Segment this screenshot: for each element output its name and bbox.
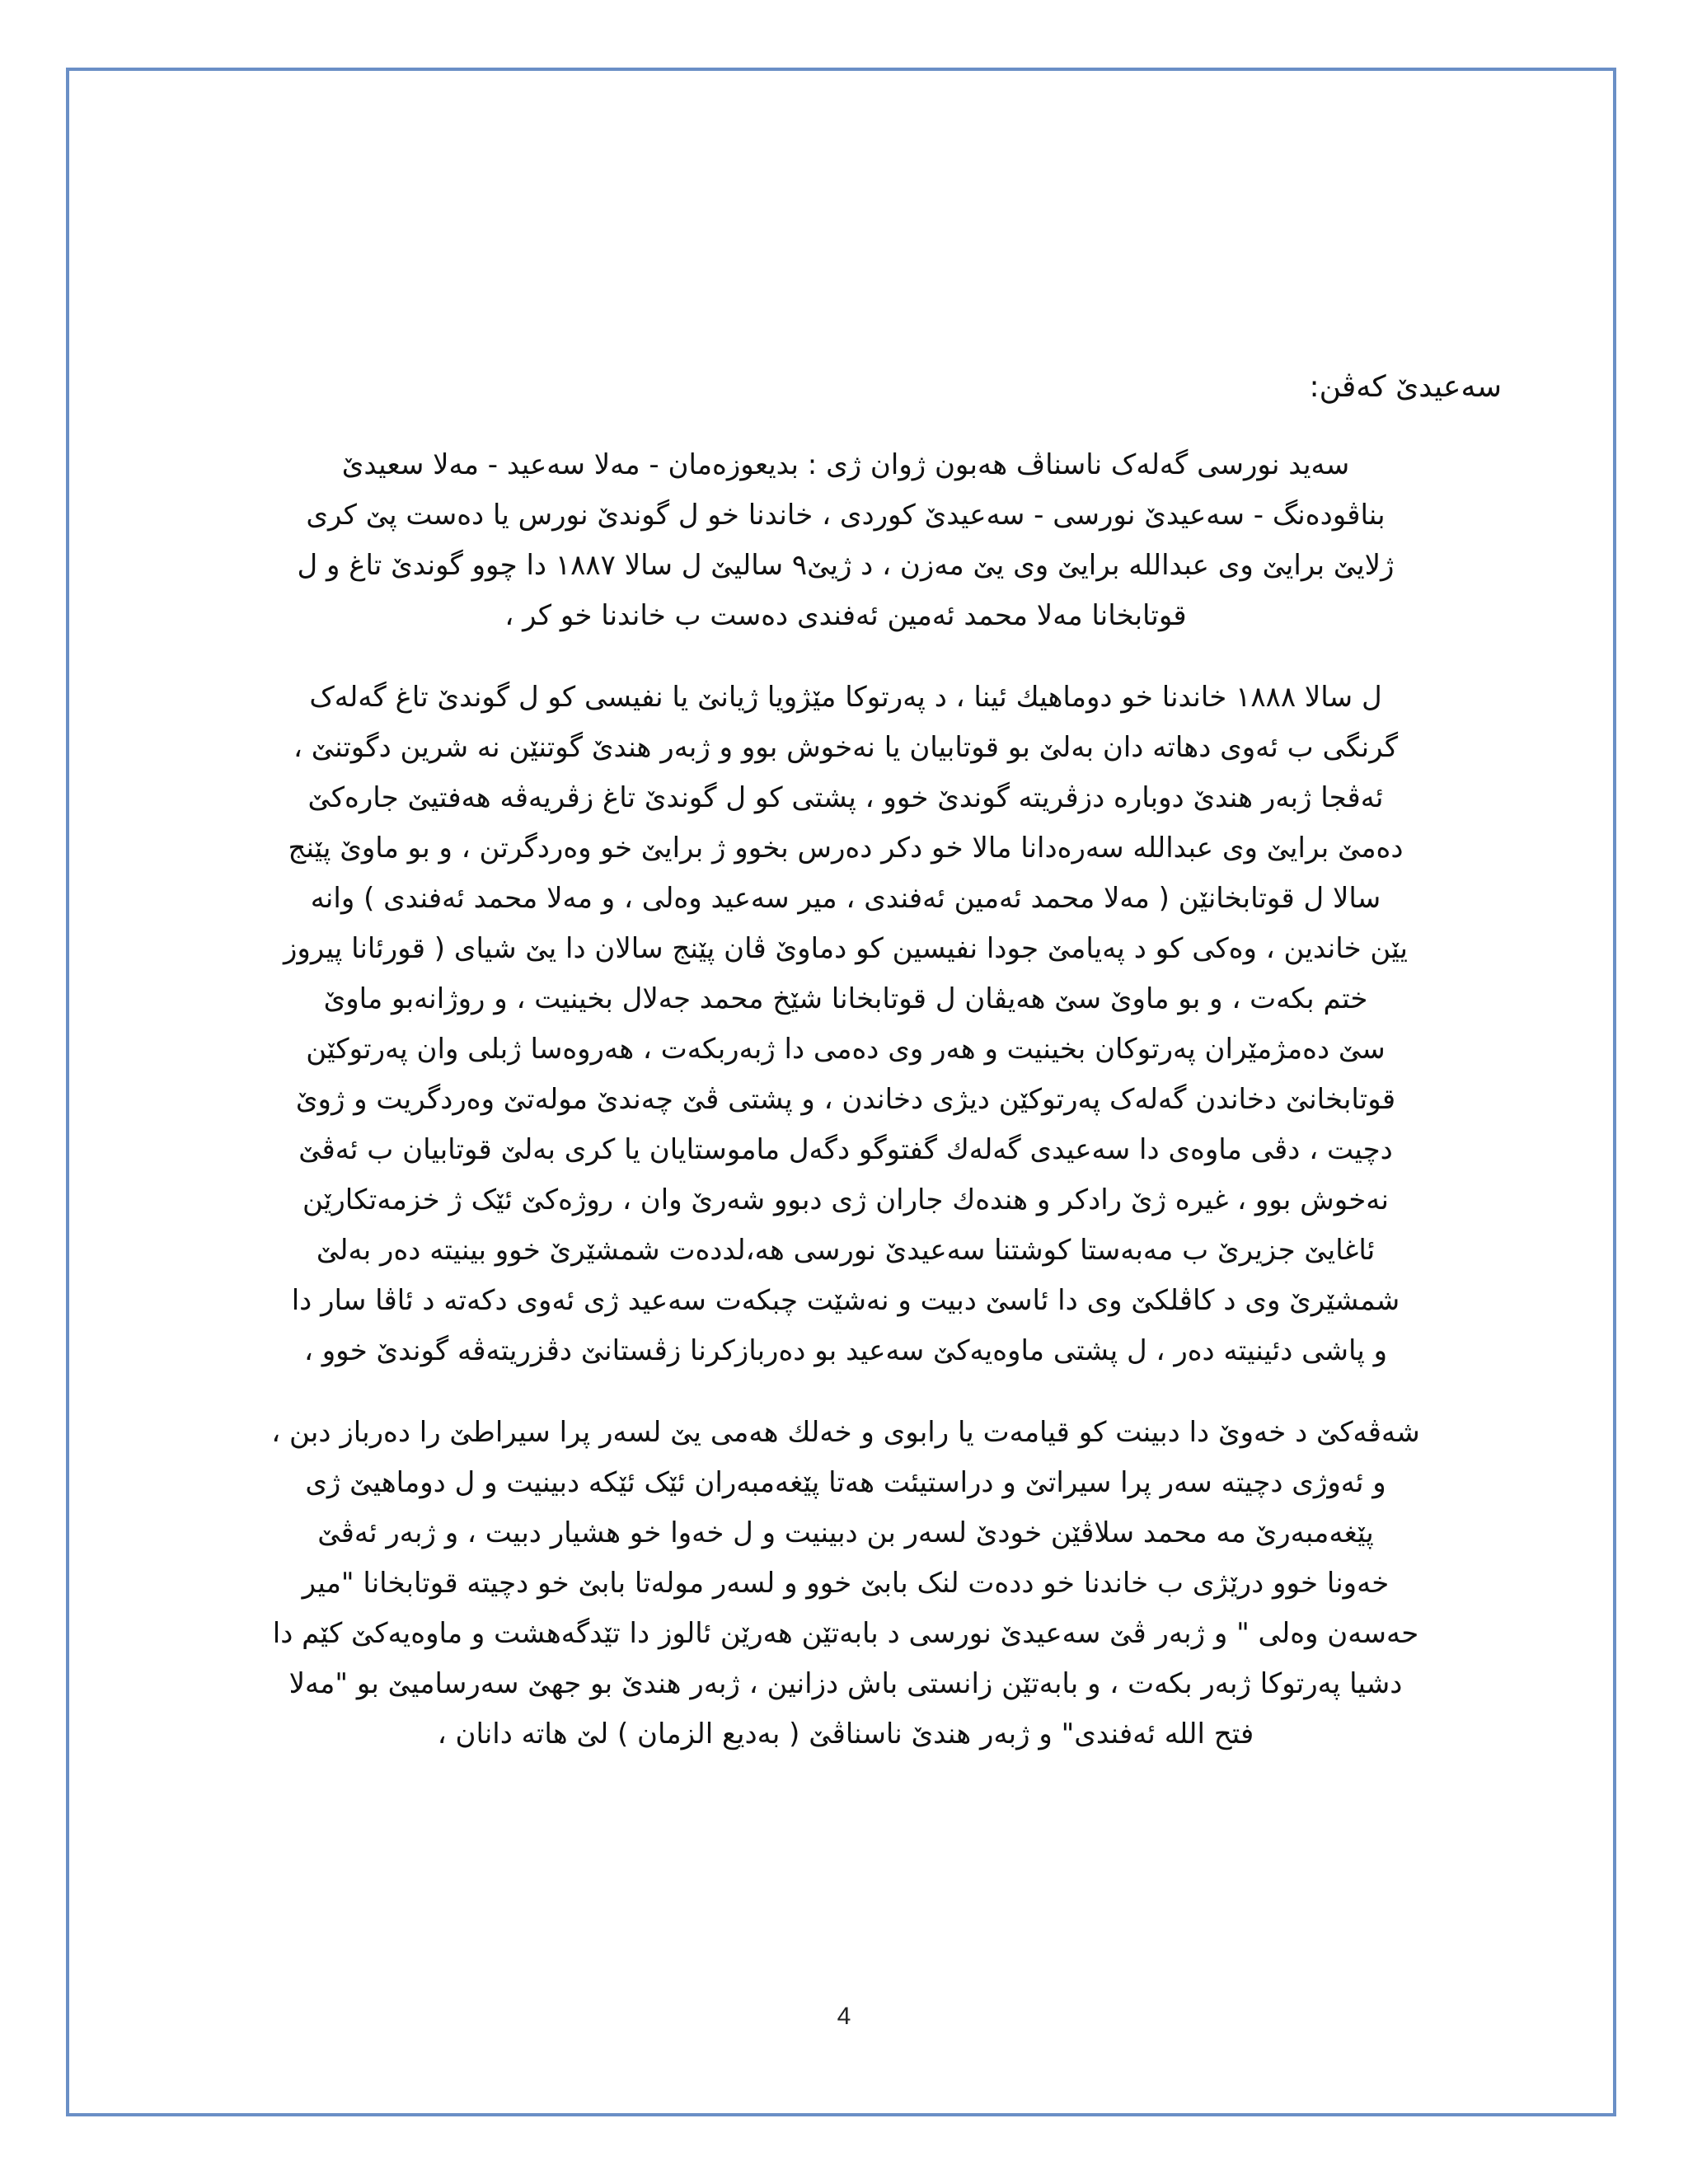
text-line: ئەڤجا ژبەر هندێ دوبارە دزڤریتە گوندێ خوو ، پشتی کو ل گوندێ تاغ زڤریەڤە هەفتیێ جارەکێ	[307, 781, 1384, 814]
paragraph-3	[190, 1408, 1502, 1760]
text-line: دەمێ برایێ وی عبداللە سەرەدانا مالا خو دکر دەرس بخوو ژ برایێ خو وەردگرتن ، و بو ماوێ پێنج	[288, 832, 1404, 865]
text-line: ژلایێ برایێ وی عبداللە برایێ وی یێ مەزن ، د ژیێ٩ سالیێ ل سالا ١٨٨٧ دا چوو گوندێ تاغ و ل	[297, 549, 1395, 582]
text-line: یێن خاندین ، وەکی کو د پەیامێ جودا نفیسین کو دماوێ ڤان پێنج سالان دا یێ شیای ( قورئانا پیروز	[283, 932, 1409, 965]
text-line: قوتابخانێ دخاندن گەلەک پەرتوکێن دیژی دخاندن ، و پشتی ڤێ چەندێ مولەتێ وەردگریت و ژوێ	[295, 1083, 1396, 1116]
text-line: قوتابخانا مەلا محمد ئەمین ئەفندی دەست ب خاندنا خو کر ،	[504, 599, 1187, 632]
text-line: سەید نورسی گەلەک ناسناڤ هەبون ژوان ژی : بدیعوزەمان - مەلا سەعید - مەلا سعیدێ	[341, 448, 1350, 481]
text-line: پێغەمبەرێ مە محمد سلاڤێن خودێ لسەر بن دبینیت و ل خەوا خو هشیار دبیت ، و ژبەر ئەڤێ	[317, 1516, 1374, 1549]
document-body	[190, 363, 1502, 1791]
text-line: سێ دەمژمێران پەرتوکان بخینیت و هەر وی دەمی دا ژبەربکەت ، هەروەسا ژبلی وان پەرتوکێن	[306, 1033, 1386, 1066]
section-heading: سەعیدێ کەڤن:	[1309, 370, 1502, 404]
text-line: شمشێرێ وی د کاڤلکێ وی دا ئاسێ دبیت و نەشێت چبکەت سەعید ژی ئەوی دکەتە د ئاڤا سار دا	[291, 1284, 1400, 1317]
text-line: و پاشی دئینیتە دەر ، ل پشتی ماوەیەکێ سەعید بو دەربازکرنا زڤستانێ دڤزریتەڤە گوندێ خوو ،	[303, 1334, 1388, 1367]
text-line: نەخوش بوو ، غیرە ژێ رادکر و هندەك جاران ژی دبوو شەرێ وان ، روژەکێ ئێک ژ خزمەتکارێن	[302, 1183, 1389, 1216]
page-number: 4	[837, 2003, 851, 2030]
text-line: دشیا پەرتوکا ژبەر بکەت ، و بابەتێن زانستی باش دزانین ، ژبەر هندێ بو جهێ سەرسامیێ بو "مەلا	[288, 1667, 1403, 1700]
text-line: بناڤودەنگ - سەعیدێ نورسی - سەعیدێ کوردی ، خاندنا خو ل گوندێ نورس یا دەست پێ کری	[306, 499, 1386, 532]
text-line: ختم بکەت ، و بو ماوێ سێ هەیڤان ل قوتابخانا شێخ محمد جەلال بخینیت ، و روژانەبو ماوێ	[323, 982, 1368, 1015]
text-line: ل سالا ١٨٨٨ خاندنا خو دوماهیك ئینا ، د پەرتوکا مێژویا ژیانێ یا نفیسی کو ل گوندێ تاغ گەلەک	[309, 681, 1382, 714]
paragraph-1	[190, 440, 1502, 641]
text-line: سالا ل قوتابخانێن ( مەلا محمد ئەمین ئەفندی ، میر سەعید وەلی ، و مەلا محمد ئەفندی ) وانە	[310, 882, 1381, 915]
text-line: فتح اللە ئەفندی" و ژبەر هندێ ناسناڤێ ( بەدیع الزمان ) لێ هاتە دانان ،	[437, 1718, 1254, 1750]
text-line: شەڤەکێ د خەوێ دا دبینت کو قیامەت یا رابوی و خەلك هەمی یێ لسەر پرا سیراطێ را دەرباز دبن ،	[271, 1416, 1420, 1449]
text-line: دچیت ، دڤی ماوەی دا سەعیدی گەلەك گفتوگو دگەل ماموستایان یا کری بەلێ قوتابیان ب ئەڤێ	[298, 1133, 1393, 1166]
text-line: ئاغایێ جزیرێ ب مەبەستا کوشتنا سەعیدێ نورسی هە،لددەت شمشێرێ خوو بینیتە دەر بەلێ	[316, 1234, 1376, 1267]
paragraph-2	[190, 673, 1502, 1376]
text-line: حەسەن وەلی " و ژبەر ڤێ سەعیدێ نورسی د بابەتێن هەرێن ئالوز دا تێدگەهشت و ماوەیەکێ کێم دا	[272, 1617, 1419, 1650]
text-line: خەونا خوو درێژی ب خاندنا خو ددەت لنک بابێ خوو و لسەر مولەتا بابێ خو دچیتە قوتابخانا "میر	[302, 1567, 1390, 1600]
text-line: گرنگی ب ئەوی دهاتە دان بەلێ بو قوتابیان یا نەخوش بوو و ژبەر هندێ گوتنێن نە شرین دگوتنێ ،	[293, 731, 1399, 764]
text-line: و ئەوژی دچیتە سەر پرا سیراتێ و دراستیئت هەتا پێغەمبەران ئێک ئێکە دبینیت و ل دوماهیێ ژی	[305, 1466, 1386, 1499]
